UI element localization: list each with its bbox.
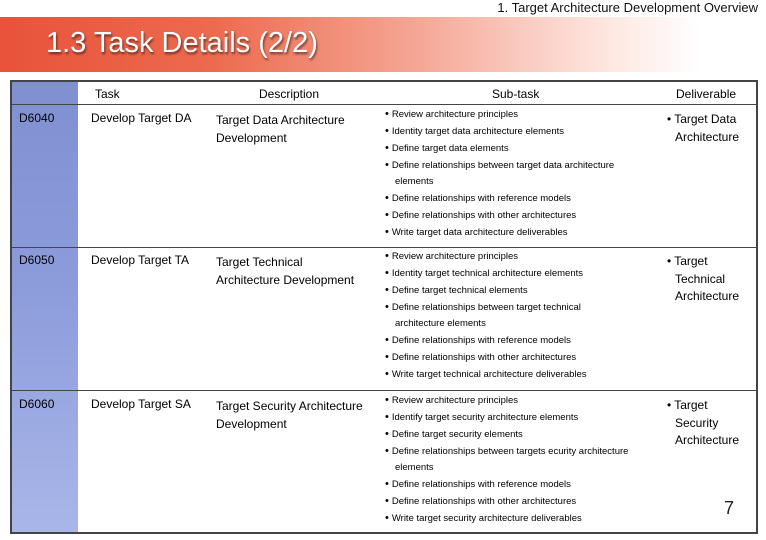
bullet-icon: • — [385, 284, 389, 296]
row-id: D6050 — [19, 253, 55, 267]
top-caption: 1. Target Architecture Development Overview — [497, 0, 758, 15]
subtask-item — [385, 248, 675, 265]
subtask-item — [385, 409, 675, 426]
bullet-icon: • — [385, 226, 389, 238]
bullet-icon: • — [385, 334, 389, 346]
subtask-item — [385, 349, 675, 366]
subtask-line — [385, 316, 675, 332]
subtask-text: Define relationships with other architectures — [391, 352, 577, 363]
subtask-line — [385, 157, 675, 174]
bullet-icon: • — [385, 267, 389, 279]
subtask-item — [385, 106, 675, 123]
deliverable-line — [667, 129, 739, 147]
subtask-item — [385, 332, 675, 349]
column-header-deliverable: Deliverable — [676, 87, 737, 101]
column-header-task: Task — [95, 87, 120, 101]
deliverable-line — [667, 271, 739, 289]
subtask-item — [385, 265, 675, 282]
subtask-text: Define relationships with reference models — [391, 479, 571, 490]
bullet-icon: • — [385, 250, 389, 262]
row-subtasks — [385, 392, 675, 527]
deliverable-line — [667, 432, 739, 450]
subtask-line — [385, 265, 675, 282]
subtask-item — [385, 426, 675, 443]
bullet-icon: • — [385, 368, 389, 380]
bullet-icon: • — [385, 512, 389, 524]
subtask-item — [385, 207, 675, 224]
description-line: Architecture Development — [216, 272, 355, 287]
row-id: D6060 — [19, 397, 55, 411]
subtask-line — [385, 207, 675, 224]
subtask-text: elements — [395, 462, 434, 473]
column-header-description: Description — [259, 87, 320, 101]
subtask-line — [385, 248, 675, 265]
deliverable-text: Target Data — [674, 112, 737, 126]
bullet-icon: • — [385, 394, 389, 406]
page-number: 7 — [724, 498, 735, 518]
subtask-item — [385, 299, 675, 332]
subtask-text: Define target data elements — [391, 143, 509, 154]
subtask-text: Define relationships with other architectures — [391, 496, 577, 507]
subtask-text: Write target security architecture deliverables — [391, 513, 582, 524]
subtask-text: Define relationships with reference models — [391, 335, 571, 346]
bullet-icon: • — [385, 351, 389, 363]
subtask-text: Review architecture principles — [391, 251, 519, 262]
description-line: Target Technical — [216, 255, 303, 269]
subtask-line — [385, 140, 675, 157]
subtask-text: Define target technical elements — [391, 285, 528, 296]
bullet-icon: • — [667, 398, 672, 412]
bullet-icon: • — [385, 428, 389, 440]
subtask-line — [385, 349, 675, 366]
row-deliverable — [667, 253, 739, 306]
subtask-text: Write target data architecture deliverables — [391, 227, 568, 238]
bullet-icon: • — [667, 254, 672, 268]
subtask-text: Write target technical architecture deliverables — [391, 369, 587, 380]
subtask-line — [385, 443, 675, 460]
subtask-text: architecture elements — [395, 318, 486, 329]
subtask-text: Identity target technical architecture elements — [391, 268, 584, 279]
row-id: D6040 — [19, 111, 55, 125]
deliverable-text: Architecture — [675, 289, 740, 303]
subtask-line — [385, 510, 675, 527]
subtask-line — [385, 366, 675, 383]
subtask-line — [385, 460, 675, 476]
row-task: Develop Target DA — [91, 111, 192, 125]
subtask-item — [385, 366, 675, 383]
row-description — [216, 112, 345, 147]
bullet-icon: • — [385, 125, 389, 137]
description-line: Target Security Architecture — [216, 399, 363, 413]
subtask-item — [385, 443, 675, 476]
subtask-item — [385, 224, 675, 241]
row-task: Develop Target SA — [91, 397, 191, 411]
deliverable-text: Target — [674, 254, 708, 268]
description-line: Development — [216, 130, 287, 145]
subtask-text: Define relationships between target data architecture — [391, 160, 615, 171]
subtask-text: Define relationships between target technical — [391, 302, 581, 313]
deliverable-line — [667, 253, 739, 271]
subtask-text: elements — [395, 176, 434, 187]
subtask-item — [385, 123, 675, 140]
deliverable-line — [667, 111, 739, 129]
page-title: 1.3 Task Details (2/2) — [46, 27, 318, 59]
deliverable-text: Technical — [675, 271, 726, 286]
subtask-line — [385, 106, 675, 123]
subtask-item — [385, 392, 675, 409]
description-line: Target Data Architecture — [216, 113, 345, 127]
bullet-icon: • — [385, 192, 389, 204]
deliverable-line — [667, 415, 739, 433]
deliverable-line — [667, 288, 739, 306]
bullet-icon: • — [385, 478, 389, 490]
bullet-icon: • — [385, 108, 389, 120]
description-line: Development — [216, 416, 287, 431]
deliverable-text: Security — [675, 415, 719, 430]
row-task: Develop Target TA — [91, 253, 190, 267]
bullet-icon: • — [385, 209, 389, 221]
row-deliverable — [667, 397, 739, 450]
subtask-item — [385, 282, 675, 299]
row-description — [216, 398, 363, 433]
task-details-table — [10, 80, 758, 534]
subtask-line — [385, 299, 675, 316]
subtask-text: Review architecture principles — [391, 109, 519, 120]
bullet-icon: • — [385, 142, 389, 154]
subtask-line — [385, 409, 675, 426]
subtask-text: Review architecture principles — [391, 395, 519, 406]
subtask-line — [385, 123, 675, 140]
subtask-line — [385, 190, 675, 207]
bullet-icon: • — [385, 159, 389, 171]
table-sidebar — [12, 82, 78, 532]
bullet-icon: • — [385, 495, 389, 507]
subtask-line — [385, 174, 675, 190]
subtask-line — [385, 476, 675, 493]
subtask-line — [385, 282, 675, 299]
subtask-item — [385, 510, 675, 527]
subtask-item — [385, 493, 675, 510]
row-subtasks — [385, 248, 675, 383]
subtask-line — [385, 392, 675, 409]
subtask-item — [385, 476, 675, 493]
subtask-text: Define relationships with other architectures — [391, 210, 577, 221]
row-divider — [12, 390, 756, 391]
subtask-text: Define target security elements — [391, 429, 523, 440]
subtask-text: Identity target data architecture elements — [391, 126, 565, 137]
subtask-line — [385, 332, 675, 349]
subtask-item — [385, 190, 675, 207]
bullet-icon: • — [385, 411, 389, 423]
subtask-text: Identify target security architecture elements — [391, 412, 579, 423]
subtask-text: Define relationships with reference models — [391, 193, 571, 204]
row-subtasks — [385, 106, 675, 241]
deliverable-text: Target — [674, 398, 708, 412]
deliverable-line — [667, 397, 739, 415]
subtask-line — [385, 426, 675, 443]
deliverable-text: Architecture — [675, 129, 740, 144]
deliverable-text: Architecture — [675, 433, 740, 447]
subtask-line — [385, 493, 675, 510]
header-divider — [12, 104, 756, 105]
column-header-subtask: Sub-task — [492, 87, 540, 101]
subtask-item — [385, 140, 675, 157]
subtask-line — [385, 224, 675, 241]
bullet-icon: • — [385, 445, 389, 457]
subtask-text: Define relationships between targets ecurity architecture — [391, 446, 629, 457]
bullet-icon: • — [385, 301, 389, 313]
row-description — [216, 254, 354, 289]
subtask-item — [385, 157, 675, 190]
row-deliverable — [667, 111, 739, 146]
bullet-icon: • — [667, 112, 672, 126]
